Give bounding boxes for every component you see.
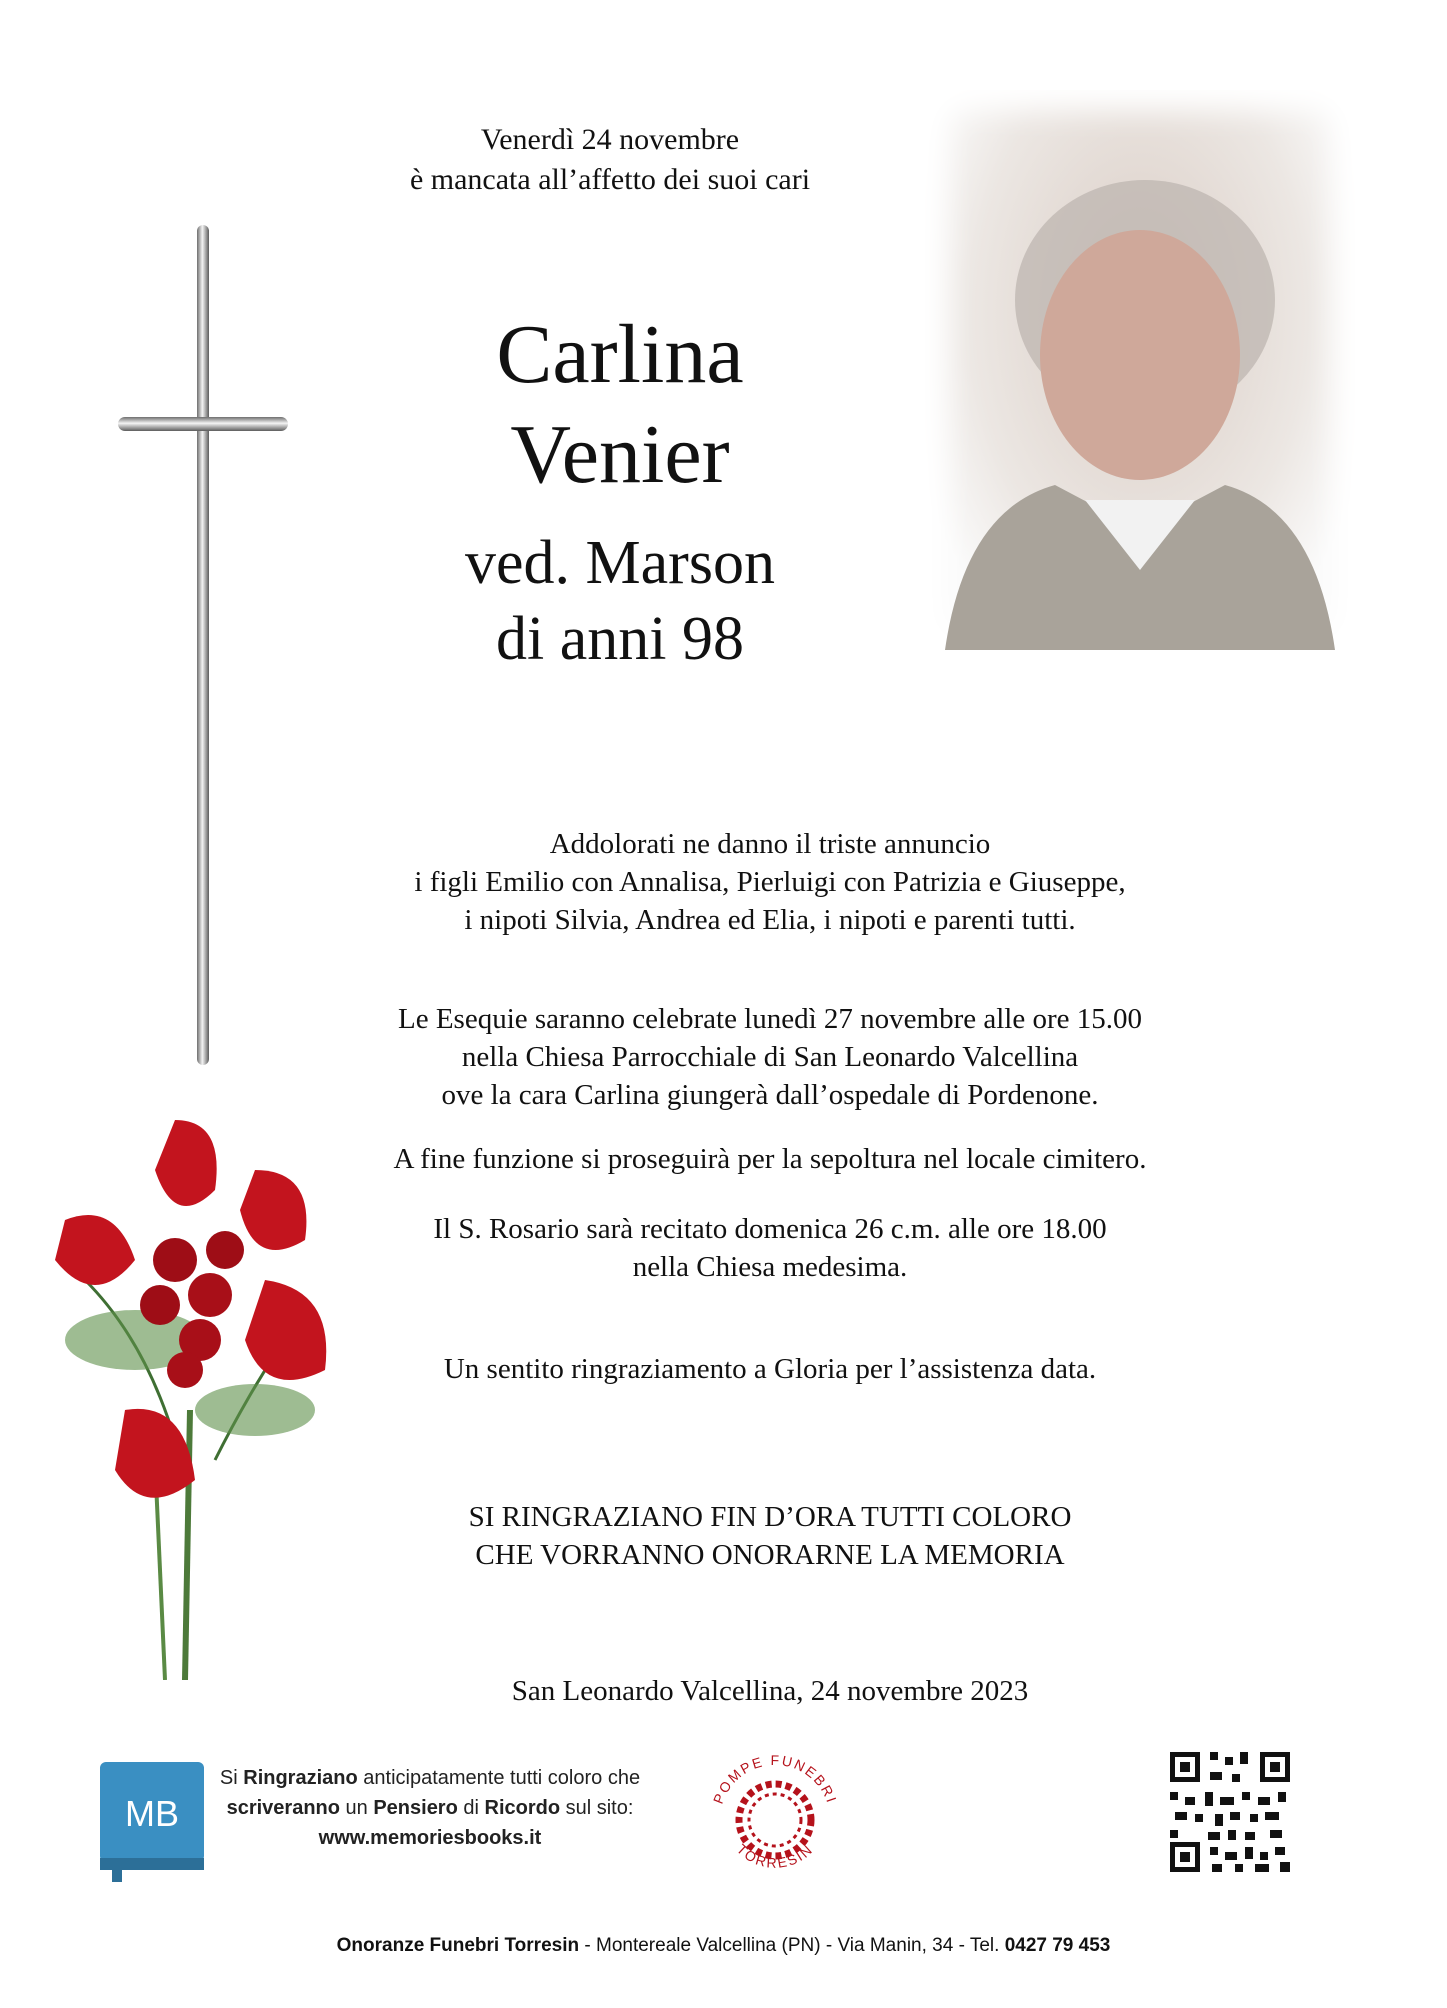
funeral-home-bottom-text: TORRESIN — [733, 1840, 817, 1871]
last-name: Venier — [510, 408, 730, 501]
date-line: Venerdì 24 novembre — [480, 123, 740, 156]
memoriesbooks-link[interactable]: www.memoriesbooks.it — [318, 1827, 542, 1849]
funeral-line: ove la cara Carlina giungerà dall’ospedale di Pordenone. — [441, 1079, 1099, 1111]
closing-line: CHE VORRANNO ONORARNE LA MEMORIA — [475, 1539, 1065, 1571]
footer-phone: 0427 79 453 — [1004, 1935, 1111, 1956]
funeral-details — [330, 1000, 1210, 1114]
footer-company: Onoranze Funebri Torresin — [336, 1935, 580, 1956]
memoriesbooks-message — [215, 1763, 645, 1853]
mb-line-2: scriveranno un Pensiero di Ricordo sul sito: — [226, 1797, 634, 1819]
announcement-line: Addolorati ne danno il triste annuncio — [549, 828, 991, 860]
first-name: Carlina — [496, 308, 744, 401]
thanks-note: Un sentito ringraziamento a Gloria per l’assistenza data. — [443, 1353, 1097, 1385]
footer — [0, 1935, 1447, 1957]
funeral-home-logo-icon — [700, 1745, 850, 1895]
memoriesbooks-logo-icon — [100, 1762, 204, 1882]
place-date: San Leonardo Valcellina, 24 novembre 2023 — [511, 1675, 1029, 1707]
cross-icon — [118, 225, 288, 1065]
announcement — [330, 825, 1210, 939]
deceased-name — [380, 305, 860, 505]
portrait-icon — [925, 90, 1355, 650]
announcement-line: i nipoti Silvia, Andrea ed Elia, i nipoti e parenti tutti. — [464, 904, 1076, 936]
rosary-line: Il S. Rosario sarà recitato domenica 26 c.m. alle ore 18.00 — [433, 1213, 1107, 1245]
mb-logo-text: MB — [125, 1793, 179, 1834]
widow-of: ved. Marson — [465, 529, 775, 597]
rosary-line: nella Chiesa medesima. — [632, 1251, 908, 1283]
closing-line: SI RINGRAZIANO FIN D’ORA TUTTI COLORO — [468, 1501, 1072, 1533]
qr-code-icon[interactable] — [1170, 1752, 1290, 1872]
age: di anni 98 — [496, 605, 744, 673]
deceased-details — [380, 525, 860, 677]
closing-note — [330, 1498, 1210, 1574]
funeral-line: Le Esequie saranno celebrate lunedì 27 novembre alle ore 15.00 — [397, 1003, 1143, 1035]
portrait-photo — [925, 90, 1355, 650]
funeral-line: nella Chiesa Parrocchiale di San Leonardo Valcellina — [461, 1041, 1079, 1073]
passed-away-line: è mancata all’affetto dei suoi cari — [409, 163, 811, 196]
burial-note: A fine funzione si proseguirà per la sepoltura nel locale cimitero. — [393, 1143, 1147, 1175]
flowers-icon — [25, 1080, 355, 1680]
funeral-home-top-text: POMPE FUNEBRI — [709, 1751, 841, 1806]
mb-line-1: Si Ringraziano anticipatamente tutti coloro che — [219, 1767, 641, 1789]
rosary-note — [330, 1210, 1210, 1286]
footer-address: - Montereale Valcellina (PN) - Via Manin, 34 - Tel. — [579, 1935, 1005, 1956]
announcement-line: i figli Emilio con Annalisa, Pierluigi con Patrizia e Giuseppe, — [414, 866, 1126, 898]
svg-text:POMPE FUNEBRI — [710, 1752, 841, 1806]
intro — [330, 120, 890, 200]
